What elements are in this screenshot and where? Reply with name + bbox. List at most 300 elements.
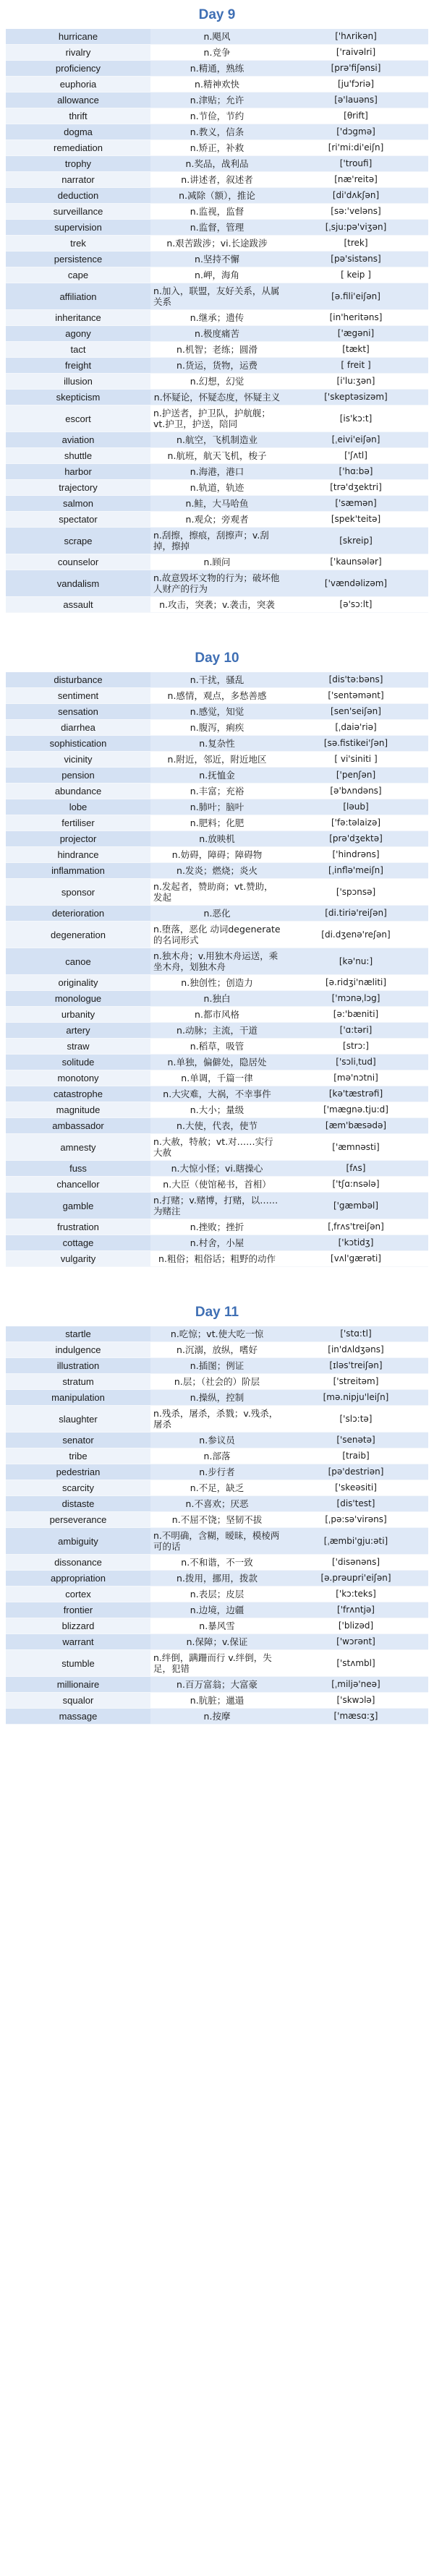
meaning-cell [150,847,284,863]
table-row [6,326,428,342]
word-cell: pension [6,768,150,783]
meaning-cell [150,1555,284,1571]
phonetic-cell: [sə:'veləns] [284,204,428,220]
meaning-text: n.加入，联盟，友好关系，从属关系 [153,285,280,307]
meaning-text: n.攻击，突袭；v.袭击，突袭 [159,599,275,610]
phonetic-cell: [ləub] [284,799,428,815]
word-cell: ambiguity [6,1528,150,1555]
table-row [6,1528,428,1555]
phonetic-cell: ['kɔ:teks] [284,1587,428,1602]
word-cell: fuss [6,1161,150,1177]
phonetic-cell: ['skeəsiti] [284,1480,428,1496]
table-row [6,1070,428,1086]
phonetic-cell: ['mɔnəˌlɔg] [284,991,428,1007]
table-row [6,1358,428,1374]
meaning-text: n.竞争 [203,47,231,58]
word-cell: tribe [6,1448,150,1464]
table-row [6,752,428,768]
meaning-text: n.吃惊；vt.使大吃一惊 [170,1328,264,1339]
phonetic-cell: [ vi'siniti ] [284,752,428,768]
meaning-text: n.妨碍，障碍；障碍物 [171,849,263,860]
meaning-text: n.货运，货物，运费 [176,360,258,371]
meaning-text: n.矫正，补救 [190,142,244,153]
table-row [6,405,428,432]
table-row [6,45,428,61]
table-row [6,1118,428,1134]
meaning-text: n.步行者 [199,1467,235,1477]
meaning-text: n.海港，港口 [190,466,244,477]
meaning-text: n.单调，千篇一律 [181,1073,253,1083]
phonetic-cell: ['tʃɑ:nsələ] [284,1177,428,1193]
table-row [6,1464,428,1480]
word-cell: supervision [6,220,150,236]
word-cell: stumble [6,1650,150,1677]
meaning-cell [150,93,284,108]
phonetic-cell: [ˌpə:sə'virəns] [284,1512,428,1528]
phonetic-cell: [ˌeivi'eiʃən] [284,432,428,448]
table-row [6,1433,428,1448]
meaning-text: n.奖品，战利品 [185,158,249,169]
phonetic-cell: ['raivəlri] [284,45,428,61]
meaning-text: n.沉溺，放纵，嗜好 [176,1344,258,1355]
meaning-text: n.恶化 [203,908,231,919]
meaning-text: n.机智；老练；圆滑 [176,344,258,355]
phonetic-cell: [ju'fɔriə] [284,77,428,93]
meaning-cell [150,768,284,783]
table-row [6,879,428,906]
meaning-cell [150,922,284,948]
word-cell: spectator [6,512,150,528]
phonetic-cell: ['ægəni] [284,326,428,342]
phonetic-cell: [æm'bæsədə] [284,1118,428,1134]
meaning-cell [150,267,284,283]
meaning-cell [150,1512,284,1528]
meaning-text: n.大灾难，大祸，不幸事件 [163,1089,271,1099]
word-cell: sensation [6,704,150,720]
phonetic-cell: ['troufi] [284,156,428,172]
phonetic-cell: [ə.prəupri'eiʃən] [284,1571,428,1587]
table-row [6,688,428,704]
table-row [6,1007,428,1023]
phonetic-cell: ['hʌrikən] [284,29,428,45]
word-cell: skepticism [6,390,150,405]
word-cell: perseverance [6,1512,150,1528]
meaning-text: n.观众；旁观者 [185,514,249,525]
phonetic-cell: [in'heritəns] [284,310,428,326]
meaning-cell [150,704,284,720]
word-cell: freight [6,358,150,374]
meaning-cell [150,688,284,704]
meaning-cell [150,1086,284,1102]
word-cell: pedestrian [6,1464,150,1480]
word-cell: projector [6,831,150,847]
meaning-text: n.节俭，节约 [190,111,244,121]
table-row [6,448,428,464]
meaning-cell [150,496,284,512]
word-cell: distaste [6,1496,150,1512]
meaning-cell [150,783,284,799]
phonetic-cell: [ˌmiljə'neə] [284,1677,428,1693]
phonetic-cell: ['gæmbəl] [284,1193,428,1219]
phonetic-cell: ['kɔtidʒ] [284,1235,428,1251]
word-cell: blizzard [6,1618,150,1634]
phonetic-cell: [di'dʌkʃən] [284,188,428,204]
meaning-text: n.鲑，大马哈鱼 [185,498,249,509]
phonetic-cell: [kə'nu:] [284,948,428,975]
table-row [6,1602,428,1618]
table-row [6,464,428,480]
meaning-text: n.独白 [203,993,231,1004]
meaning-text: n.故意毁坏文物的行为；破坏他人财产的行为 [153,572,280,594]
phonetic-cell: [tækt] [284,342,428,358]
meaning-cell [150,432,284,448]
table-row [6,124,428,140]
table-row [6,267,428,283]
meaning-text: n.岬，海角 [195,270,239,280]
word-cell: diarrhea [6,720,150,736]
meaning-cell [150,512,284,528]
word-cell: illustration [6,1358,150,1374]
table-row [6,768,428,783]
phonetic-cell: [sen'seiʃən] [284,704,428,720]
meaning-text: n.航空，飞机制造业 [176,434,258,445]
word-cell: sentiment [6,688,150,704]
phonetic-cell: [vʌl'gærəti] [284,1251,428,1267]
table-row [6,1039,428,1055]
table-row [6,1677,428,1693]
table-row [6,77,428,93]
vocabulary-table [6,1326,428,1725]
meaning-cell [150,975,284,991]
table-row [6,310,428,326]
word-cell: chancellor [6,1177,150,1193]
meaning-cell [150,991,284,1007]
meaning-text: n.丰富；充裕 [190,786,244,797]
meaning-text: n.拨用，挪用，拨款 [176,1573,258,1584]
meaning-text: n.大臣（使馆秘书，首相） [163,1179,271,1190]
table-row [6,93,428,108]
phonetic-cell: [ keip ] [284,267,428,283]
meaning-text: n.独木舟；v.用独木舟运送，乘坐木舟，划独木舟 [153,950,278,972]
meaning-cell [150,736,284,752]
word-cell: warrant [6,1634,150,1650]
word-cell: surveillance [6,204,150,220]
meaning-text: n.不屈不饶；坚韧不拔 [171,1514,263,1525]
phonetic-cell: [prə'fiʃənsi] [284,61,428,77]
table-row [6,342,428,358]
meaning-text: n.保障；v.保证 [186,1636,248,1647]
phonetic-cell: [ə.ridʒi'næliti] [284,975,428,991]
table-row [6,188,428,204]
meaning-cell [150,236,284,252]
word-cell: shuttle [6,448,150,464]
word-cell: proficiency [6,61,150,77]
meaning-text: n.幻想，幻觉 [190,376,244,387]
word-cell: sophistication [6,736,150,752]
table-row [6,1480,428,1496]
meaning-text: n.发炎；燃烧；炎火 [176,865,258,876]
meaning-text: n.残杀，屠杀，杀戮；v.残杀，屠杀 [153,1408,278,1430]
meaning-cell [150,29,284,45]
table-row [6,1251,428,1267]
phonetic-cell: ['sæmən] [284,496,428,512]
word-cell: gamble [6,1193,150,1219]
meaning-cell [150,342,284,358]
phonetic-cell: [skreip] [284,528,428,554]
meaning-text: n.发起者，赞助商；vt.赞助，发起 [153,881,273,903]
meaning-text: n.参议员 [199,1435,235,1446]
table-row [6,1693,428,1709]
word-cell: canoe [6,948,150,975]
table-row [6,847,428,863]
phonetic-cell: [ freit ] [284,358,428,374]
meaning-cell [150,906,284,922]
meaning-cell [150,815,284,831]
table-row [6,1555,428,1571]
table-row [6,863,428,879]
phonetic-cell: ['sentəmənt] [284,688,428,704]
meaning-cell [150,1528,284,1555]
word-cell: catastrophe [6,1086,150,1102]
meaning-cell [150,1235,284,1251]
phonetic-cell: [trek] [284,236,428,252]
word-cell: hurricane [6,29,150,45]
meaning-text: n.层；（社会的）阶层 [174,1376,260,1387]
meaning-cell [150,1709,284,1725]
word-cell: fertiliser [6,815,150,831]
meaning-cell [150,1693,284,1709]
meaning-cell [150,1650,284,1677]
meaning-text: n.大赦，特赦；vt.对……实行大赦 [153,1136,273,1158]
phonetic-cell: [ˌinflə'meiʃn] [284,863,428,879]
table-row [6,512,428,528]
meaning-cell [150,124,284,140]
table-row [6,108,428,124]
meaning-cell [150,220,284,236]
meaning-text: n.精通，熟练 [190,63,244,74]
word-cell: dogma [6,124,150,140]
table-row [6,374,428,390]
meaning-cell [150,1118,284,1134]
meaning-cell [150,799,284,815]
section-spacer [6,1267,428,1297]
table-row [6,61,428,77]
phonetic-cell: ['mæsɑ:ʒ] [284,1709,428,1725]
meaning-cell [150,310,284,326]
meaning-cell [150,326,284,342]
table-row [6,570,428,597]
meaning-text: n.坚持不懈 [195,254,239,265]
word-cell: hindrance [6,847,150,863]
meaning-cell [150,1070,284,1086]
phonetic-cell: ['ʃʌtl] [284,448,428,464]
phonetic-cell: [dis'tə:bəns] [284,672,428,688]
table-row [6,1177,428,1193]
meaning-cell [150,1618,284,1634]
meaning-cell [150,863,284,879]
meaning-cell [150,283,284,310]
word-cell: manipulation [6,1390,150,1406]
meaning-text: n.插图；例证 [190,1360,244,1371]
table-row [6,1406,428,1433]
word-cell: allowance [6,93,150,108]
phonetic-cell: ['frʌntjə] [284,1602,428,1618]
word-cell: cottage [6,1235,150,1251]
phonetic-cell: ['ɑ:təri] [284,1023,428,1039]
word-cell: indulgence [6,1342,150,1358]
phonetic-cell: ['dɔgmə] [284,124,428,140]
meaning-cell [150,752,284,768]
table-row [6,672,428,688]
meaning-text: n.不和谐，不一致 [181,1557,253,1568]
meaning-text: n.感情，观点，多愁善感 [167,690,267,701]
phonetic-cell: [trə'dʒektri] [284,480,428,496]
meaning-text: n.绊倒，蹒跚而行 v.绊倒，失足，犯错 [153,1652,272,1674]
phonetic-cell: [θrift] [284,108,428,124]
meaning-cell [150,188,284,204]
meaning-cell [150,45,284,61]
word-cell: cape [6,267,150,283]
phonetic-cell: [ə'sɔ:lt] [284,597,428,613]
phonetic-cell: [prə'dʒektə] [284,831,428,847]
meaning-text: n.复杂性 [199,738,235,749]
vocabulary-table [6,29,428,613]
meaning-text: n.都市风格 [195,1009,239,1020]
meaning-cell [150,172,284,188]
meaning-cell [150,374,284,390]
table-row [6,1161,428,1177]
word-cell: monotony [6,1070,150,1086]
meaning-text: n.附近，邻近，附近地区 [167,754,267,765]
phonetic-cell: ['stʌmbl] [284,1650,428,1677]
phonetic-cell: [strɔ:] [284,1039,428,1055]
meaning-cell [150,108,284,124]
meaning-text: n.轨道，轨迹 [190,482,244,493]
meaning-cell [150,252,284,267]
meaning-cell [150,1251,284,1267]
table-row [6,922,428,948]
meaning-text: n.粗俗；粗俗话；粗野的动作 [158,1253,276,1264]
meaning-cell [150,570,284,597]
meaning-cell [150,720,284,736]
meaning-text: n.动脉；主流，干道 [176,1025,258,1036]
phonetic-cell: [ri'mi:di'eiʃn] [284,140,428,156]
word-cell: urbanity [6,1007,150,1023]
word-cell: magnitude [6,1102,150,1118]
word-cell: vicinity [6,752,150,768]
meaning-cell [150,1358,284,1374]
table-row [6,528,428,554]
phonetic-cell: [di.dʒenə'reʃən] [284,922,428,948]
meaning-text: n.肺叶；脑叶 [190,802,244,812]
phonetic-cell: [ˌsju:pə'viʒən] [284,220,428,236]
table-row [6,156,428,172]
word-cell: squalor [6,1693,150,1709]
phonetic-cell: [spek'teitə] [284,512,428,528]
meaning-cell [150,1571,284,1587]
phonetic-cell: [ə.fili'eiʃən] [284,283,428,310]
word-cell: millionaire [6,1677,150,1693]
phonetic-cell: ['fə:təlaizə] [284,815,428,831]
table-row [6,991,428,1007]
meaning-cell [150,1007,284,1023]
table-row [6,1326,428,1342]
meaning-cell [150,156,284,172]
meaning-cell [150,1374,284,1390]
phonetic-cell: ['hɑ:bə] [284,464,428,480]
table-row [6,140,428,156]
meaning-cell [150,1326,284,1342]
meaning-text: n.腹泻，痢疾 [190,722,244,733]
meaning-text: n.不喜欢；厌恶 [185,1498,249,1509]
table-row [6,783,428,799]
phonetic-cell: ['spɔnsə] [284,879,428,906]
meaning-cell [150,1587,284,1602]
phonetic-cell: [mə.nipju'leiʃn] [284,1390,428,1406]
word-cell: senator [6,1433,150,1448]
phonetic-cell: [ə'lauəns] [284,93,428,108]
meaning-cell [150,1464,284,1480]
word-cell: originality [6,975,150,991]
meaning-text: n.津贴；允许 [190,95,244,106]
meaning-cell [150,1177,284,1193]
phonetic-cell: [ˌfrʌs'treiʃən] [284,1219,428,1235]
meaning-text: n.航班，航天飞机，梭子 [167,450,267,461]
meaning-cell [150,597,284,613]
word-cell: sponsor [6,879,150,906]
table-row [6,597,428,613]
meaning-cell [150,448,284,464]
phonetic-cell: [ˌæmbi'gju:əti] [284,1528,428,1555]
meaning-text: n.监督，管理 [190,222,244,233]
word-cell: dissonance [6,1555,150,1571]
word-cell: abundance [6,783,150,799]
meaning-cell [150,390,284,405]
meaning-cell [150,1677,284,1693]
table-row [6,1512,428,1528]
table-row [6,1193,428,1219]
phonetic-cell: ['slɔ:tə] [284,1406,428,1433]
phonetic-cell: ['wɔrənt] [284,1634,428,1650]
table-row [6,220,428,236]
meaning-text: n.独创性；创造力 [181,977,253,988]
table-row [6,1134,428,1161]
table-row [6,1618,428,1634]
table-row [6,906,428,922]
word-cell: appropriation [6,1571,150,1587]
meaning-cell [150,358,284,374]
table-row [6,1448,428,1464]
meaning-text: n.肥料；化肥 [190,817,244,828]
phonetic-cell: ['skwɔlə] [284,1693,428,1709]
meaning-text: n.减除（额），推论 [179,190,255,201]
meaning-cell [150,1055,284,1070]
word-cell: straw [6,1039,150,1055]
meaning-text: n.单独，偏僻处，隐居处 [167,1057,267,1068]
word-cell: solitude [6,1055,150,1070]
meaning-text: n.挫败；挫折 [190,1222,244,1232]
meaning-cell [150,528,284,554]
table-row [6,704,428,720]
table-row [6,29,428,45]
word-cell: assault [6,597,150,613]
word-cell: scarcity [6,1480,150,1496]
meaning-cell [150,1134,284,1161]
meaning-text: n.大使，代表，使节 [176,1120,258,1131]
phonetic-cell: [traib] [284,1448,428,1464]
table-row [6,1571,428,1587]
meaning-text: n.不明确，含糊，暧昧，模棱两可的话 [153,1530,280,1552]
